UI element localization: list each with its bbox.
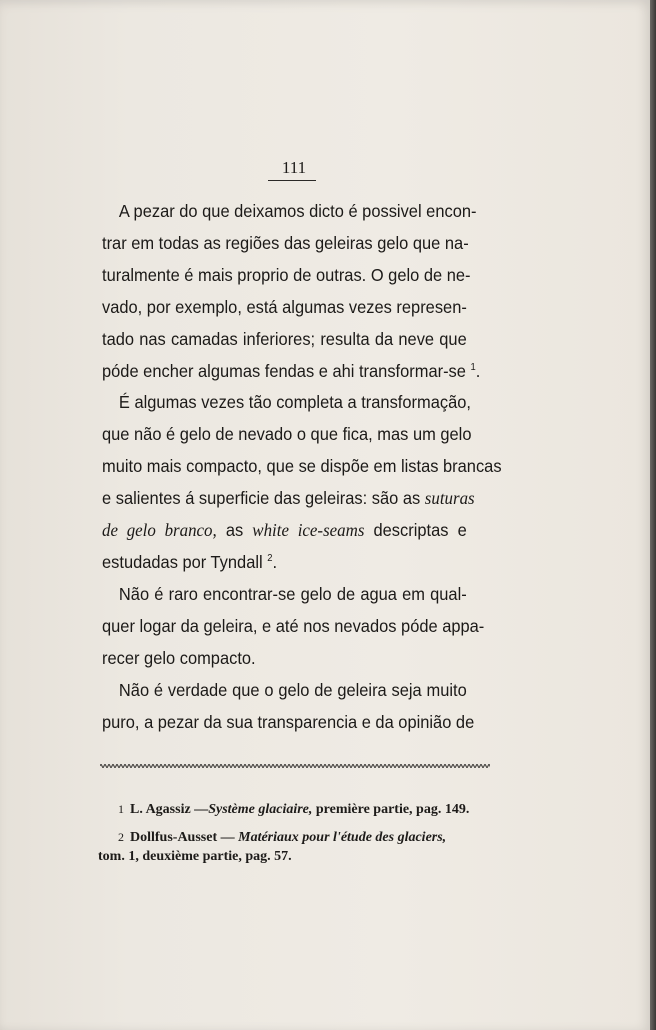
text-line: póde encher algumas fendas e ahi transformar-se $^1$.: [102, 360, 481, 381]
page-number-rule: [268, 180, 316, 181]
text-line: Não é verdade que o gelo de geleira seja muito: [118, 679, 467, 700]
footnote-2-continuation: tom. 1, deuxième partie, pag. 57.: [98, 849, 292, 864]
text-line: muito mais compacto, que se dispõe em listas brancas: [102, 456, 502, 477]
italic-term: suturas: [424, 488, 475, 509]
footnote-ref: 1: [470, 361, 476, 373]
footnote-separator: [100, 762, 490, 770]
footnote-2: 2 Dollfus-Ausset — Matériaux pour l'étude des glaciers,: [118, 830, 447, 845]
text-line: que não é gelo de nevado o que fica, mas um gelo: [102, 424, 472, 445]
text-line: tado nas camadas inferiores; resulta da neve que: [102, 328, 467, 349]
page-number: 111: [281, 158, 307, 177]
text-line: puro, a pezar da sua transparencia e da opinião de: [102, 711, 475, 732]
text-line: É algumas vezes tão completa a transformação,: [118, 392, 471, 413]
footnote-1: 1 L. Agassiz —Système glaciaire, première partie, pag. 149.: [118, 802, 470, 817]
body-text: [102, 196, 502, 738]
text-line: A pezar do que deixamos dicto é possivel encon-: [118, 201, 477, 221]
text-line: estudadas por Tyndall $^2$.: [102, 551, 278, 572]
footnote-ref: 2: [267, 553, 273, 565]
text-line: e salientes á superficie das geleiras: são as suturas: [102, 488, 475, 509]
italic-term: white ice-seams: [252, 520, 365, 541]
text-line: recer gelo compacto.: [102, 647, 256, 668]
text-line: vado, por exemplo, está algumas vezes represen-: [102, 296, 467, 317]
page-edge: [650, 0, 656, 1030]
text-line: de gelo branco, as white ice-seams descriptas e: [102, 520, 467, 541]
footnotes: [118, 796, 508, 852]
text-line: quer logar da geleira, e até nos nevados póde appa-: [102, 615, 485, 636]
text-line: Não é raro encontrar-se gelo de agua em qual-: [118, 583, 467, 604]
text-line: turalmente é mais proprio de outras. O gelo de ne-: [102, 264, 471, 285]
text-line: trar em todas as regiões das geleiras gelo que na-: [102, 232, 469, 253]
italic-term: de gelo branco,: [102, 520, 217, 541]
